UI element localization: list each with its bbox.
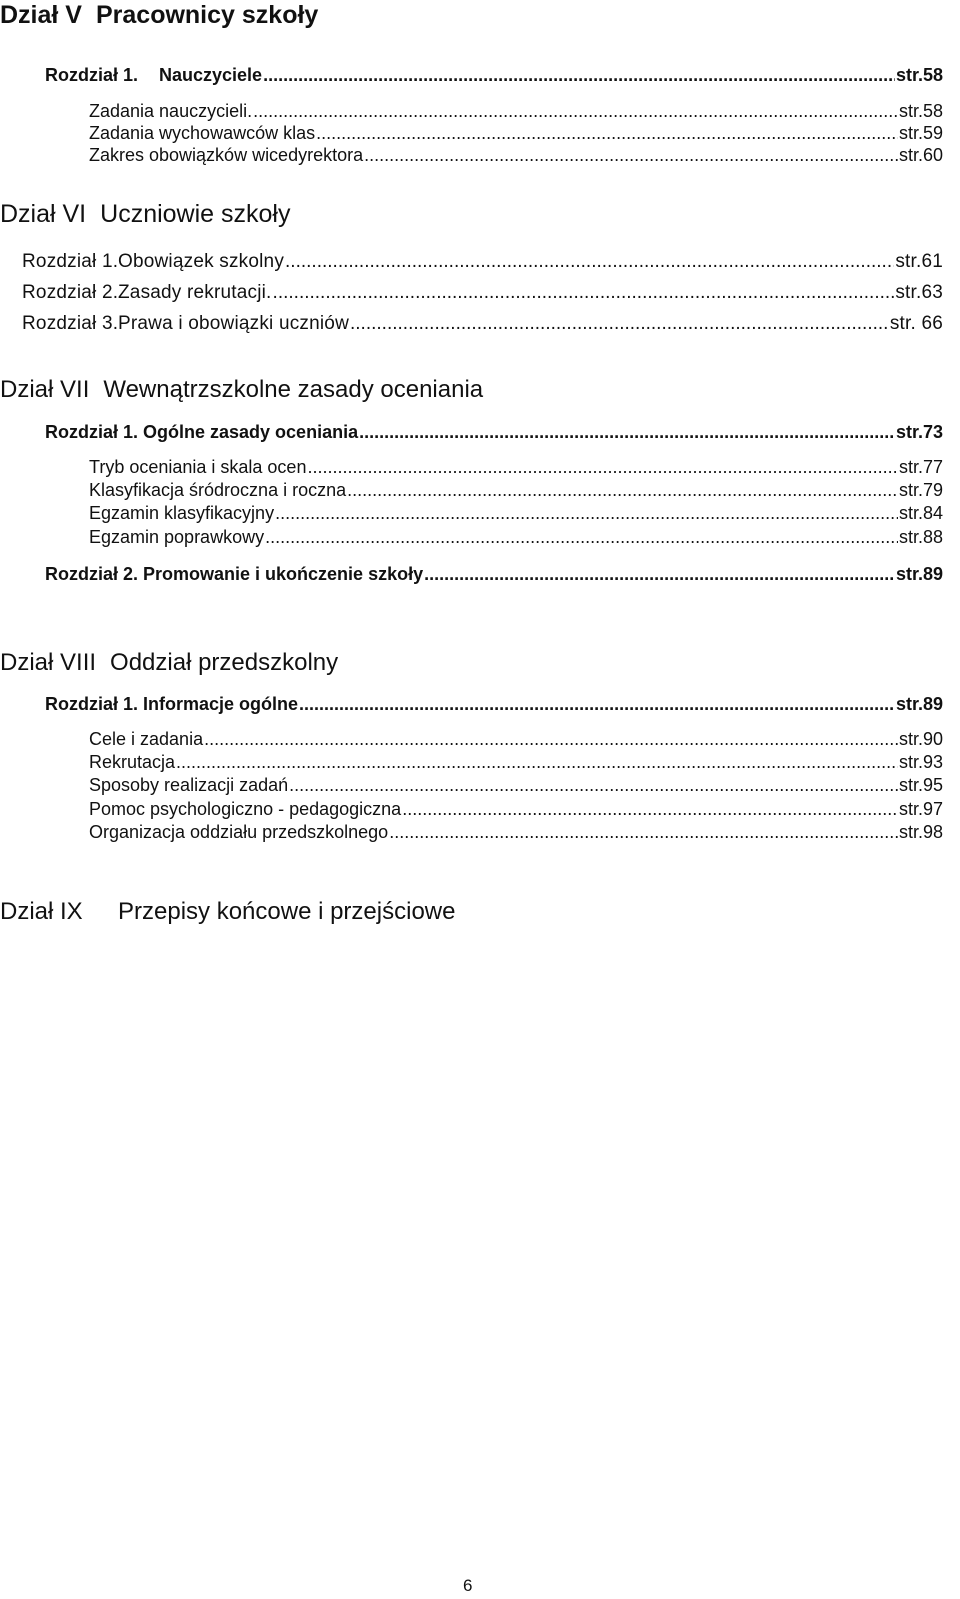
toc-entry-item[interactable]: [89, 123, 943, 144]
dot-leader: [402, 799, 898, 820]
section-title: Przepisy końcowe i przejściowe: [118, 898, 456, 925]
section-title: Uczniowie szkoły: [100, 200, 291, 228]
chapter-number: Rozdział 2.: [22, 282, 119, 303]
section-number: Dział VIII: [0, 649, 97, 676]
page-reference: str.79: [898, 480, 943, 500]
entry-label: Organizacja oddziału przedszkolnego: [89, 822, 389, 842]
dot-leader: [204, 729, 898, 750]
dot-leader: [316, 123, 898, 144]
entry-label: Pomoc psychologiczno - pedagogiczna: [89, 799, 402, 819]
page-reference: str.77: [898, 457, 943, 477]
entry-label: Egzamin klasyfikacyjny: [89, 503, 275, 523]
section-number: Dział VI: [0, 200, 87, 228]
dot-leader: [364, 145, 898, 166]
page-reference: str.60: [898, 145, 943, 165]
dot-leader: [359, 421, 895, 443]
dot-leader: [350, 312, 889, 335]
entry-label: Klasyfikacja śródroczna i roczna: [89, 480, 347, 500]
page-reference: str.97: [898, 799, 943, 819]
toc-entry-chapter[interactable]: [45, 563, 943, 585]
dot-leader: [299, 693, 895, 715]
toc-entry-chapter[interactable]: [22, 312, 943, 335]
dot-leader: [275, 503, 898, 524]
entry-label: Zadania wychowawców klas: [89, 123, 316, 143]
chapter-title: Obowiązek szkolny: [118, 251, 285, 272]
toc-entry-chapter[interactable]: [22, 250, 943, 273]
page-reference: str.88: [898, 527, 943, 547]
dot-leader: [347, 480, 898, 501]
toc-entry-item[interactable]: [89, 822, 943, 843]
page-reference: str.90: [898, 729, 943, 749]
toc-entry-item[interactable]: [89, 145, 943, 166]
page-number: 6: [463, 1576, 473, 1595]
dot-leader: [263, 64, 895, 86]
toc-entry-chapter[interactable]: [22, 281, 943, 304]
section-number: Dział VII: [0, 376, 90, 403]
page-reference: str.73: [895, 422, 943, 442]
section-heading-dzial-viii: [0, 648, 338, 678]
section-title: Pracownicy szkoły: [95, 1, 319, 29]
dot-leader: [273, 281, 895, 304]
dot-leader: [285, 250, 894, 273]
section-number: Dział IX: [0, 898, 83, 925]
entry-label: Cele i zadania: [89, 729, 204, 749]
page-reference: str.61: [895, 251, 943, 272]
entry-label: Tryb oceniania i skala ocen: [89, 457, 307, 477]
toc-entry-item[interactable]: [89, 503, 943, 524]
toc-entry-item[interactable]: [89, 480, 943, 501]
toc-entry-item[interactable]: [89, 775, 943, 796]
toc-entry-item[interactable]: [89, 527, 943, 548]
page-reference: str.93: [898, 752, 943, 772]
chapter-label: Rozdział 2. Promowanie i ukończenie szkoły: [45, 564, 424, 584]
toc-entry-item[interactable]: [89, 752, 943, 773]
entry-label: Zakres obowiązków wicedyrektora: [89, 145, 364, 165]
chapter-number: Rozdział 1.: [22, 251, 119, 272]
dot-leader: [265, 527, 898, 548]
section-heading-dzial-vii: [0, 375, 483, 405]
toc-entry-item[interactable]: [89, 729, 943, 750]
chapter-title: Prawa i obowiązki uczniów: [118, 313, 349, 334]
chapter-label: Rozdział 1. Ogólne zasady oceniania: [45, 422, 359, 442]
toc-entry-item[interactable]: [89, 457, 943, 478]
dot-leader: [176, 752, 898, 773]
page-reference: str.58: [898, 101, 943, 121]
page-reference: str.84: [898, 503, 943, 523]
chapter-label: Rozdział 1. Informacje ogólne: [45, 694, 299, 714]
toc-entry-item[interactable]: [89, 799, 943, 820]
toc-entry-item[interactable]: [89, 101, 943, 122]
dot-leader: [389, 822, 898, 843]
toc-entry-chapter[interactable]: [45, 421, 943, 443]
dot-leader: [289, 775, 898, 796]
page-reference: str.98: [898, 822, 943, 842]
chapter-title: Nauczyciele: [159, 65, 263, 85]
page-reference: str.95: [898, 775, 943, 795]
page-reference: str.89: [895, 564, 943, 584]
page-reference: str.89: [895, 694, 943, 714]
dot-leader: [307, 457, 898, 478]
section-heading-dzial-ix: [0, 897, 455, 927]
page-reference: str.58: [895, 65, 943, 85]
entry-label: Zadania nauczycieli.: [89, 101, 253, 121]
chapter-title: Zasady rekrutacji.: [118, 282, 272, 303]
section-heading-dzial-vi: [0, 199, 290, 229]
page-reference: str.63: [895, 282, 943, 303]
toc-entry-chapter[interactable]: [45, 64, 943, 86]
dot-leader: [424, 563, 895, 585]
chapter-number: Rozdział 3.: [22, 313, 119, 334]
page-reference: str.59: [898, 123, 943, 143]
section-title: Wewnątrzszkolne zasady oceniania: [103, 376, 484, 403]
chapter-number: Rozdział 1.: [45, 65, 139, 85]
toc-entry-chapter[interactable]: [45, 693, 943, 715]
section-heading-dzial-v: [0, 0, 318, 30]
page-reference: str. 66: [889, 313, 943, 334]
entry-label: Rekrutacja: [89, 752, 176, 772]
entry-label: Sposoby realizacji zadań: [89, 775, 289, 795]
section-title: Oddział przedszkolny: [110, 649, 339, 676]
entry-label: Egzamin poprawkowy: [89, 527, 265, 547]
dot-leader: [253, 101, 898, 122]
section-number: Dział V: [0, 1, 82, 29]
